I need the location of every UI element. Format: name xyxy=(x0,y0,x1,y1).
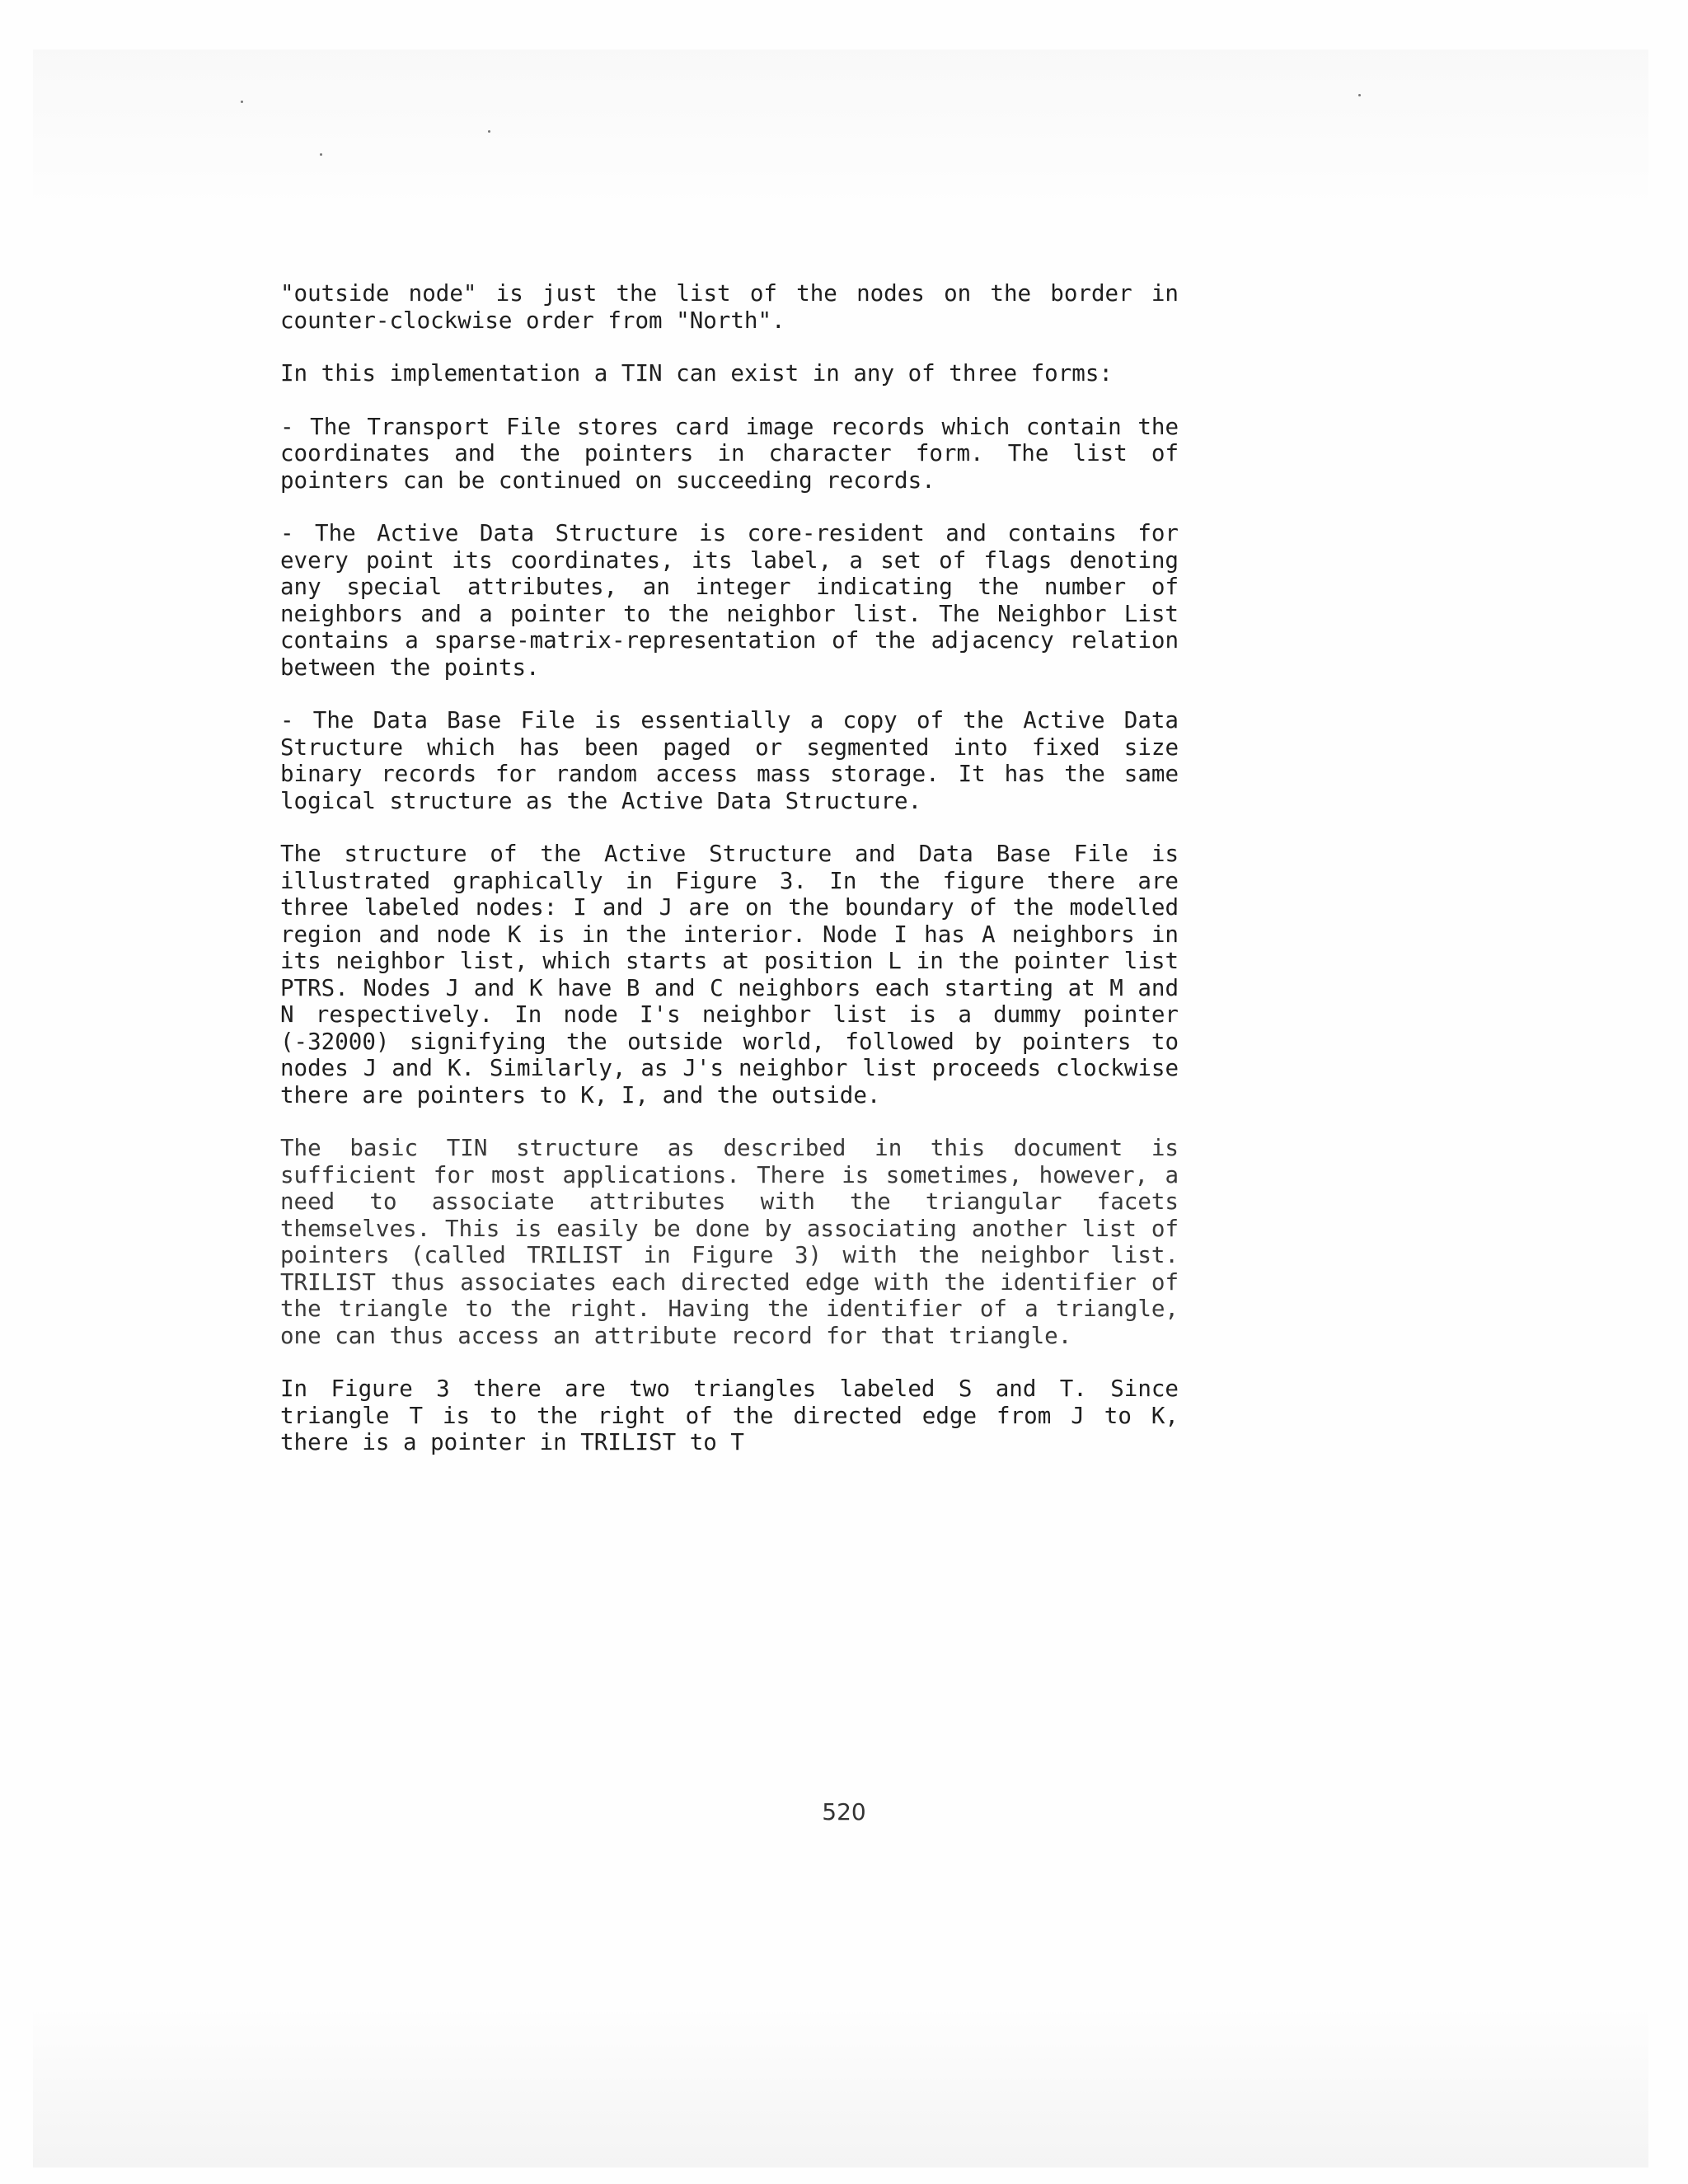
body-text xyxy=(280,280,1179,1483)
page-number: 520 xyxy=(822,1798,866,1825)
paragraph-active-data-structure: - The Active Data Structure is core-resident and contains for every point its coordinates, its label, a set of flags denoting any special attributes, an integer indicating the number of neighbors and a pointer to the neighbor list. The Neighbor List contains a sparse-matrix-representation of the adjacency relation between the points. xyxy=(280,520,1179,681)
scan-speck xyxy=(1358,94,1361,96)
paragraph-trilist: The basic TIN structure as described in this document is sufficient for most applications. There is sometimes, however, a need to associate attributes with the triangular facets themselves. This is easily be done by associating another list of pointers (called TRILIST in Figure 3) with the neighbor list. TRILIST thus associates each directed edge with the identifier of the triangle to the right. Having the identifier of a triangle, one can thus access an attribute record for that triangle. xyxy=(280,1135,1179,1349)
scan-speck xyxy=(320,153,322,156)
paragraph-tin-forms: In this implementation a TIN can exist in any of three forms: xyxy=(280,360,1113,387)
paragraph-triangles-s-t: In Figure 3 there are two triangles labeled S and T. Since triangle T is to the right of the directed edge from J to K, there is a pointer in TRILIST to T xyxy=(280,1376,1179,1455)
scan-shadow-bottom xyxy=(33,2003,1648,2168)
scan-shadow-top xyxy=(33,49,1648,214)
paragraph-transport-file: - The Transport File stores card image records which contain the coordinates and the pointers in character form. The list of pointers can be continued on succeeding records. xyxy=(280,413,1179,494)
scan-speck xyxy=(488,130,490,133)
paragraph-data-base-file: - The Data Base File is essentially a copy of the Active Data Structure which has been paged or segmented into fixed size binary records for random access mass storage. It has the same logical structure as the Active Data Structure. xyxy=(280,707,1179,814)
paragraph-outside-node: "outside node" is just the list of the nodes on the border in counter-clockwise order from "North". xyxy=(280,280,1179,334)
paragraph-structure-figure: The structure of the Active Structure and Data Base File is illustrated graphically in Figure 3. In the figure there are three labeled nodes: I and J are on the boundary of the modelled region and node K is in the interior. Node I has A neighbors in its neighbor list, which starts at position L in the pointer list PTRS. Nodes J and K have B and C neighbors each starting at M and N respectively. In node I's neighbor list is a dummy pointer (-32000) signifying the outside world, followed by pointers to nodes J and K. Similarly, as J's neighbor list proceeds clockwise there are pointers to K, I, and the outside. xyxy=(280,841,1179,1108)
scan-speck xyxy=(241,101,243,103)
